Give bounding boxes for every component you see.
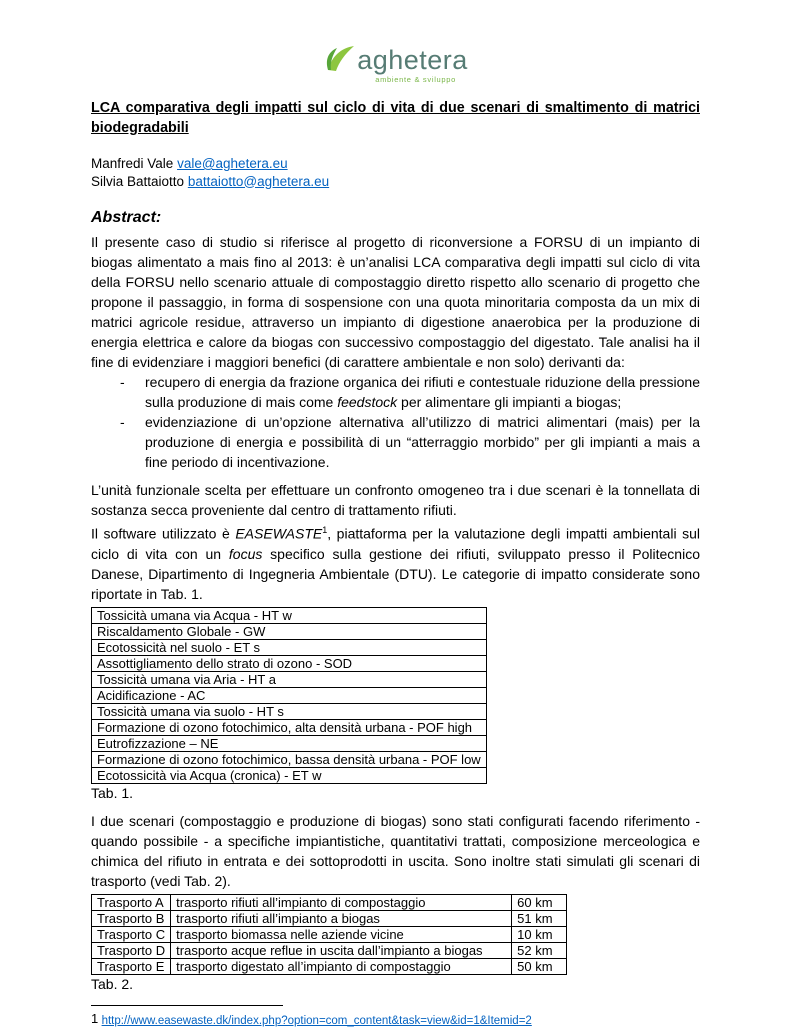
table-row bbox=[92, 926, 567, 942]
author-email-link[interactable]: vale@aghetera.eu bbox=[177, 156, 288, 171]
transport-scenarios-table bbox=[91, 894, 567, 975]
logo-wordmark: aghetera bbox=[357, 45, 468, 75]
authors-block bbox=[91, 155, 700, 190]
text-segment: evidenziazione di un’opzione alternativa all’utilizzo di matrici alimentari (mais) per la produzione di energia e possibilità di un “atterraggio morbido” per gli impianti a mais a fine periodo di incentivazione. bbox=[145, 414, 700, 470]
author-name: Silvia Battaiotto bbox=[91, 173, 185, 189]
benefits-list bbox=[91, 372, 700, 472]
transport-desc-cell: trasporto rifiuti all’impianto di compostaggio bbox=[171, 894, 512, 910]
footnote-divider bbox=[91, 1005, 283, 1006]
impact-category-cell: Formazione di ozono fotochimico, bassa densità urbana - POF low bbox=[92, 751, 487, 767]
table-row bbox=[92, 767, 487, 783]
list-item bbox=[91, 412, 700, 472]
text-segment: recupero di energia da frazione organica dei rifiuti e contestuale riduzione della pressione sulla produzione di mais come bbox=[145, 374, 700, 410]
impact-categories-table bbox=[91, 607, 487, 784]
table-row bbox=[92, 894, 567, 910]
footnote-marker: 1 bbox=[91, 1010, 99, 1026]
text-segment: , piattaforma per la valutazione degli impatti ambientali sul ciclo di vita con un bbox=[91, 525, 700, 562]
transport-distance-cell: 52 km bbox=[512, 942, 567, 958]
transport-label-cell: Trasporto A bbox=[92, 894, 171, 910]
transport-label-cell: Trasporto C bbox=[92, 926, 171, 942]
transport-distance-cell: 50 km bbox=[512, 958, 567, 974]
software-paragraph bbox=[91, 520, 700, 604]
impact-category-cell: Tossicità umana via Acqua - HT w bbox=[92, 607, 487, 623]
table-row bbox=[92, 639, 487, 655]
list-marker: - bbox=[120, 414, 125, 430]
table-row bbox=[92, 655, 487, 671]
transport-label-cell: Trasporto E bbox=[92, 958, 171, 974]
impact-category-cell: Tossicità umana via suolo - HT s bbox=[92, 703, 487, 719]
table-row bbox=[92, 751, 487, 767]
impact-category-cell: Eutrofizzazione – NE bbox=[92, 735, 487, 751]
impact-category-cell: Acidificazione - AC bbox=[92, 687, 487, 703]
impact-category-cell: Formazione di ozono fotochimico, alta densità urbana - POF high bbox=[92, 719, 487, 735]
list-item-text bbox=[145, 372, 700, 412]
table1-caption: Tab. 1. bbox=[91, 784, 134, 801]
transport-desc-cell: trasporto digestato all’impianto di compostaggio bbox=[171, 958, 512, 974]
transport-label-cell: Trasporto B bbox=[92, 910, 171, 926]
document-title: LCA comparativa degli impatti sul ciclo di vita di due scenari di smaltimento di matrici biodegradabili bbox=[91, 100, 700, 136]
list-marker: - bbox=[120, 374, 125, 390]
impact-category-cell: Ecotossicità via Acqua (cronica) - ET w bbox=[92, 767, 487, 783]
abstract-paragraph: Il presente caso di studio si riferisce al progetto di riconversione a FORSU di un impianto di biogas alimentato a mais fino al 2013: è un’analisi LCA comparativa degli impatti sul ciclo di vita della FORSU nello scenario attuale di compostaggio diretto rispetto allo scenario di progetto che propone il passaggio, in forma di sospensione con una quota minoritaria composta da un mix di matrici agricole residue, attraverso un impianto di digestione anaerobica per la produzione di energia elettrica e calore da biogas con successivo compostaggio del digestato. Tale analisi ha il fine di evidenziare i maggiori benefici (di carattere ambientale e non solo) derivanti da: bbox=[91, 234, 700, 370]
author-line bbox=[91, 173, 700, 191]
emphasis-feedstock: feedstock bbox=[337, 394, 398, 410]
transport-distance-cell: 60 km bbox=[512, 894, 567, 910]
table-row bbox=[92, 607, 487, 623]
transport-desc-cell: trasporto acque reflue in uscita dall’impianto a biogas bbox=[171, 942, 512, 958]
table-row bbox=[92, 703, 487, 719]
table-row bbox=[92, 687, 487, 703]
emphasis-easewaste: EASEWASTE bbox=[235, 525, 323, 542]
table-row bbox=[92, 910, 567, 926]
footnote bbox=[91, 1005, 700, 1029]
text-segment: specifico sulla gestione dei rifiuti, sviluppato presso il Politecnico Danese, Dipartimento di Ingegneria Ambientale (DTU). Le categorie di impatto considerate sono riportate in Tab. 1. bbox=[91, 545, 700, 602]
impact-category-cell: Ecotossicità nel suolo - ET s bbox=[92, 639, 487, 655]
impact-category-cell: Tossicità umana via Aria - HT a bbox=[92, 671, 487, 687]
footnote-ref-superscript: 1 bbox=[322, 525, 328, 535]
table-row bbox=[92, 735, 487, 751]
aghetera-leaf-icon bbox=[323, 43, 355, 73]
abstract-heading: Abstract: bbox=[91, 209, 162, 226]
table2-caption: Tab. 2. bbox=[91, 975, 134, 992]
list-item-text bbox=[145, 412, 700, 472]
transport-label-cell: Trasporto D bbox=[92, 942, 171, 958]
scenarios-paragraph: I due scenari (compostaggio e produzione di biogas) sono stati configurati facendo riferimento - quando possibile - a specifiche impiantistiche, quantitativi trattati, composizione merceologica e chimica del rifiuto in entrata e dei sottoprodotti in uscita. Sono inoltre stati simulati gli scenari di trasporto (vedi Tab. 2). bbox=[91, 812, 700, 889]
text-segment: per alimentare gli impianti a biogas; bbox=[397, 394, 622, 410]
logo bbox=[91, 46, 700, 84]
impact-category-cell: Riscaldamento Globale - GW bbox=[92, 623, 487, 639]
transport-desc-cell: trasporto biomassa nelle aziende vicine bbox=[171, 926, 512, 942]
author-name: Manfredi Vale bbox=[91, 156, 174, 171]
impact-category-cell: Assottigliamento dello strato di ozono - SOD bbox=[92, 655, 487, 671]
transport-distance-cell: 10 km bbox=[512, 926, 567, 942]
footnote-link[interactable]: http://www.easewaste.dk/index.php?option=com_content&task=view&id=1&Itemid=2 bbox=[101, 1014, 532, 1027]
functional-unit-paragraph: L’unità funzionale scelta per effettuare un confronto omogeneo tra i due scenari è la tonnellata di sostanza secca proveniente dal centro di trattamento rifiuti. bbox=[91, 482, 700, 518]
table-row bbox=[92, 719, 487, 735]
transport-desc-cell: trasporto rifiuti all’impianto a biogas bbox=[171, 910, 512, 926]
list-item bbox=[91, 372, 700, 412]
table-row bbox=[92, 958, 567, 974]
logo-tagline: ambiente & sviluppo bbox=[375, 75, 457, 84]
footnote-line bbox=[91, 1011, 700, 1029]
table-row bbox=[92, 671, 487, 687]
text-segment: Il software utilizzato è bbox=[91, 525, 236, 542]
transport-distance-cell: 51 km bbox=[512, 910, 567, 926]
table-row bbox=[92, 942, 567, 958]
emphasis-focus: focus bbox=[228, 545, 263, 562]
table-row bbox=[92, 623, 487, 639]
author-line bbox=[91, 155, 700, 173]
author-email-link[interactable]: battaiotto@aghetera.eu bbox=[187, 173, 330, 189]
